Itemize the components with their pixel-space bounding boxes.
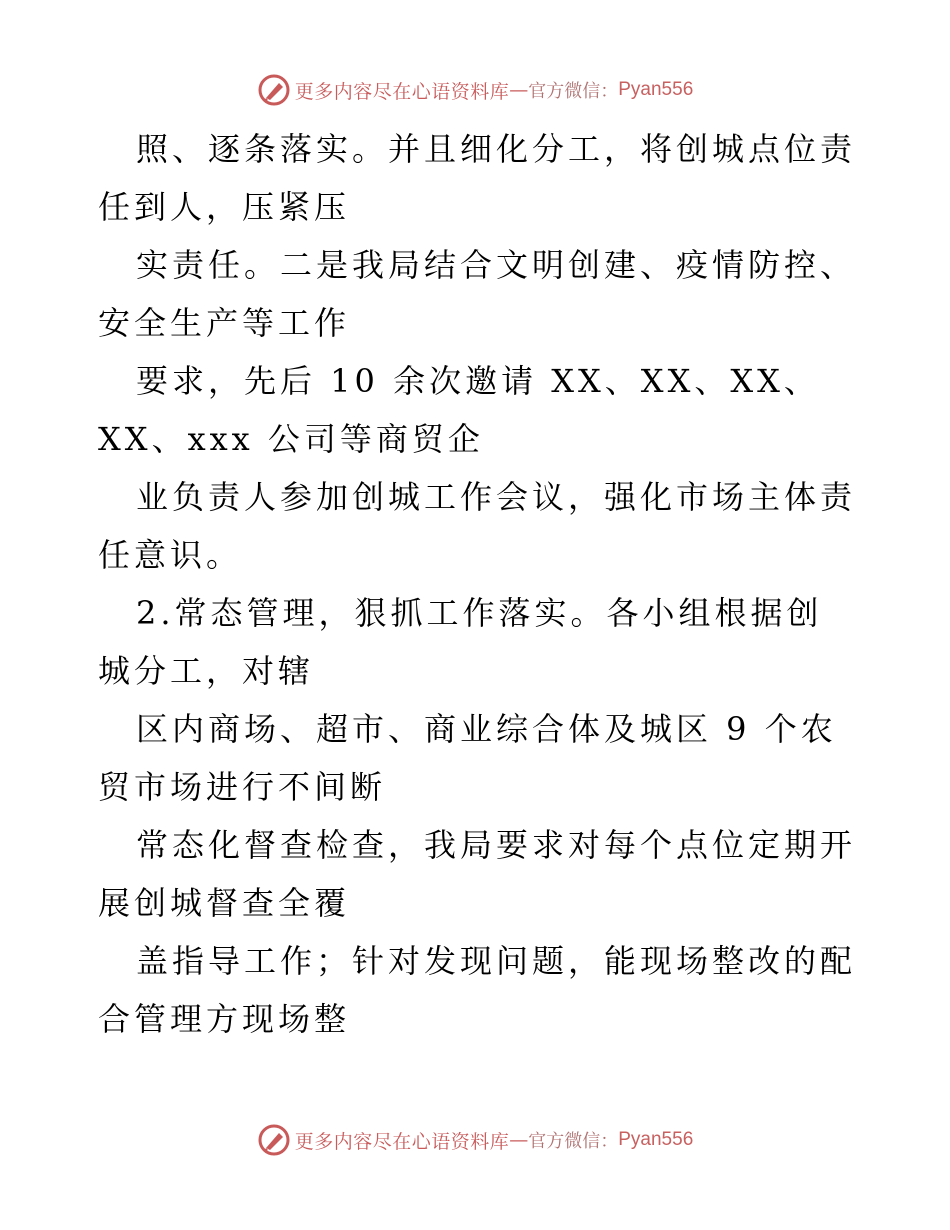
paragraph: 常态化督查检查，我局要求对每个点位定期开展创城督查全覆 xyxy=(98,826,857,922)
banner-wechat-label: 官方微信： xyxy=(528,1131,619,1152)
banner-wechat-id: Pyan556 xyxy=(618,1129,694,1150)
document-body xyxy=(98,120,858,1048)
paragraph: 区内商场、超市、商业综合体及城区 9 个农贸市场进行不间断 xyxy=(98,710,837,806)
paragraph: 要求，先后 10 余次邀请 XX、XX、XX、XX、xxx 公司等商贸企 xyxy=(98,362,820,458)
banner-wechat-id: Pyan556 xyxy=(618,79,694,100)
paragraph: 实责任。二是我局结合文明创建、疫情防控、安全生产等工作 xyxy=(98,246,857,342)
banner-dash: — xyxy=(509,79,529,101)
paragraph: 业负责人参加创城工作会议，强化市场主体责任意识。 xyxy=(98,478,857,574)
banner-main-text: 更多内容尽在心语资料库 xyxy=(294,1130,510,1153)
paragraph: 2.常态管理，狠抓工作落实。各小组根据创城分工，对辖 xyxy=(98,594,823,690)
paragraph: 盖指导工作；针对发现问题，能现场整改的配合管理方现场整 xyxy=(98,942,857,1038)
header-banner xyxy=(0,72,950,108)
pen-logo-icon xyxy=(257,73,291,107)
footer-banner xyxy=(0,1122,950,1158)
paragraph: 照、逐条落实。并且细化分工，将创城点位责任到人，压紧压 xyxy=(98,130,857,226)
pen-logo-icon xyxy=(257,1123,291,1157)
banner-dash: — xyxy=(509,1129,529,1151)
banner-main-text: 更多内容尽在心语资料库 xyxy=(294,80,510,103)
banner-wechat-label: 官方微信： xyxy=(528,81,619,102)
